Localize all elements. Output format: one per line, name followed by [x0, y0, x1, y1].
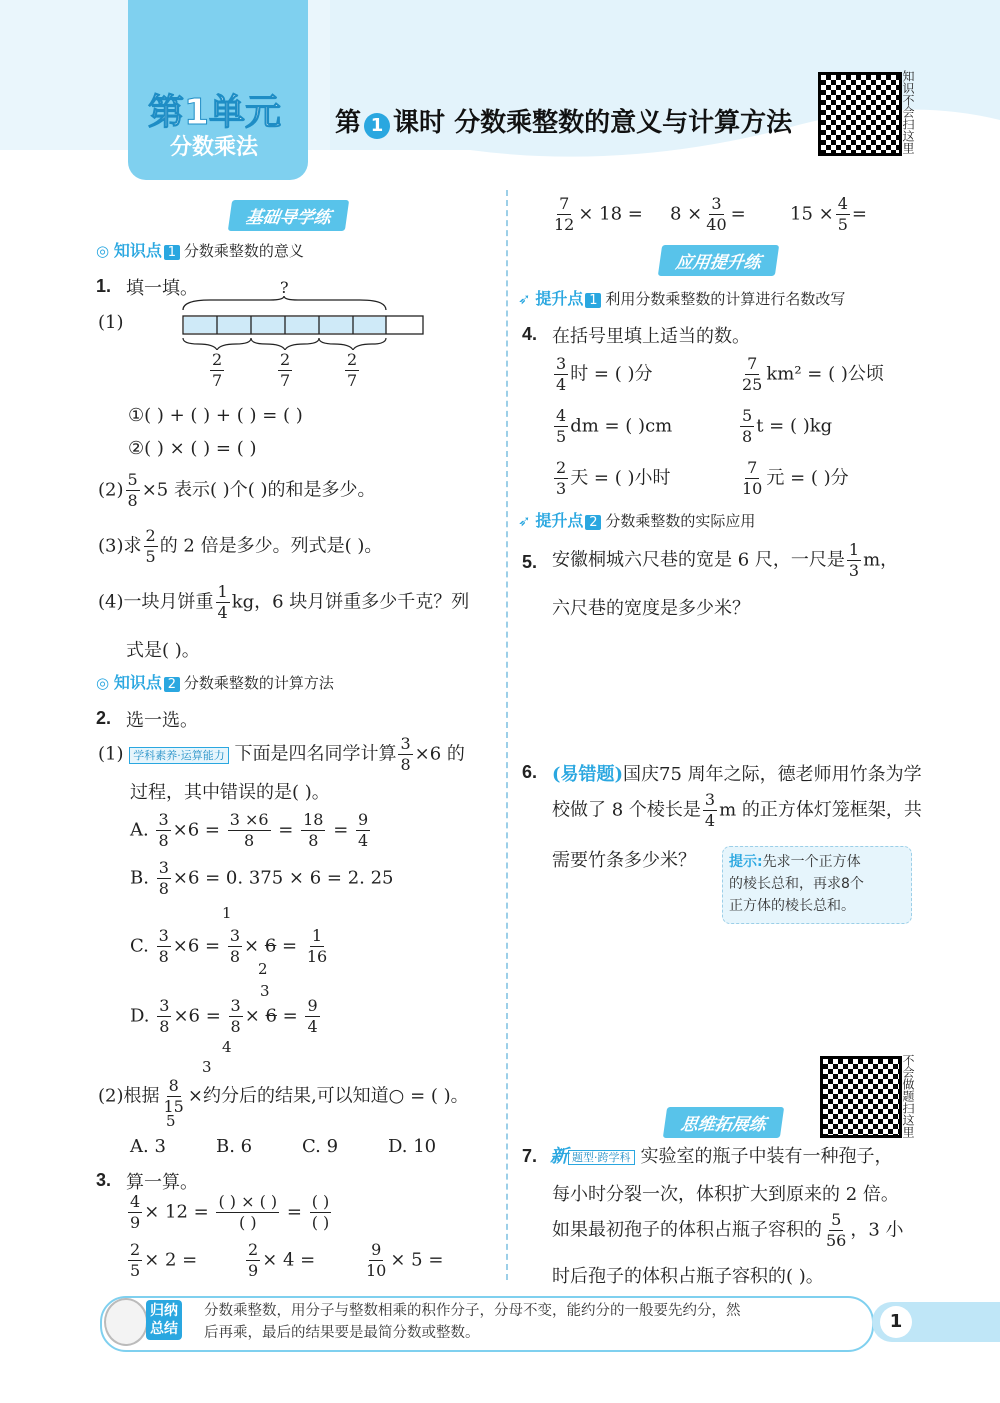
q2-option-d-small-3: 3 — [260, 982, 270, 1000]
q2-number: 2. — [96, 708, 112, 728]
q7-line4[interactable]: 时后孢子的体积占瓶子容积的( )。 — [552, 1266, 824, 1287]
q2-choices[interactable] — [130, 1136, 436, 1157]
knowledge-point-2 — [96, 670, 334, 693]
q2-part2-small-5: 5 — [166, 1112, 176, 1130]
q4-row-3[interactable]: $\frac{4}{5}$ dm = ( )cm — [556, 406, 673, 446]
q6-hint-box — [722, 846, 912, 924]
q3-title: 算一算。 — [126, 1172, 198, 1193]
q2-part2[interactable]: (2)根据 $\frac{8}{15}$ ×约分后的结果,可以知道○ = ( )。 — [98, 1076, 469, 1116]
target-icon: ◎ — [96, 674, 110, 692]
q3-right-item-1[interactable]: $\frac{7}{12}$ × 18 = — [554, 194, 643, 234]
lesson-title — [335, 102, 792, 139]
q2-part1: (1) 学科素养·运算能力 下面是四名同学计算 $\frac{3}{8}$ ×6 的 — [98, 734, 465, 774]
hint-text-2: 的棱长总和，再求8个 — [729, 876, 864, 892]
q7-badge-new: 新 — [550, 1146, 568, 1167]
q2-option-c[interactable]: C. $\frac{3}{8}$ ×6 = $\frac{3}{8}$ × 6 = $\frac{1}{16}$ — [130, 926, 328, 966]
tp-text: 分数乘整数的实际应用 — [605, 512, 756, 530]
q4-row-5[interactable]: $\frac{2}{3}$ 天 = ( )小时 — [556, 458, 671, 498]
kp-number: 2 — [164, 677, 180, 692]
q7-line3: 如果最初孢子的体积占瓶子容积的 $\frac{5}{56}$ ，3 小 — [552, 1210, 904, 1250]
summary-text: 分数乘整数，用分子与整数相乘的积作分子，分母不变，能约分的一般要先约分，然 后再乘，最后的结果要是最简分数或整数。 — [204, 1303, 741, 1341]
choice-a[interactable]: A. 3 — [130, 1136, 166, 1157]
q1-fraction-1: $\frac{2}{7}$ — [212, 350, 223, 390]
q3-right-item-2[interactable]: 8 × $\frac{3}{40}$ = — [670, 194, 746, 234]
tp-text: 利用分数乘整数的计算进行名数改写 — [605, 290, 846, 308]
q3-right-item-3[interactable]: 15 × $\frac{4}{5}$ = — [790, 194, 867, 234]
q1-line1[interactable]: ①( ) + ( ) + ( ) = ( ) — [128, 405, 303, 426]
tp-number: 2 — [585, 515, 601, 530]
q1-fraction-2: $\frac{2}{7}$ — [280, 350, 291, 390]
q7-badge-text: 题型·跨学科 — [568, 1150, 635, 1165]
knowledge-point-1 — [96, 238, 304, 261]
q7-number: 7. — [522, 1146, 538, 1166]
lesson-title-text: 课时 分数乘整数的意义与计算方法 — [393, 108, 793, 138]
qr-code-top[interactable] — [818, 72, 902, 156]
mascot-avatar — [104, 1298, 148, 1346]
q3-item-3[interactable]: $\frac{9}{10}$ × 5 = — [366, 1240, 444, 1280]
q3-number: 3. — [96, 1170, 112, 1190]
q5-line2: 六尺巷的宽度是多少米？ — [552, 598, 750, 619]
choice-c[interactable]: C. 9 — [302, 1136, 339, 1157]
q1-part3[interactable]: (3)求 $\frac{2}{5}$ 的 2 倍是多少。列式是( )。 — [98, 526, 383, 566]
q1-part4-line2[interactable]: 式是( )。 — [126, 640, 200, 661]
hint-label: 提示: — [729, 854, 763, 870]
q7-line2: 每小时分裂一次，体积扩大到原来的 2 倍。 — [552, 1184, 899, 1205]
q6-tag: (易错题) — [552, 764, 624, 785]
q3-row1[interactable]: $\frac{4}{9}$ × 12 = $\frac{( ) \times ( )}{( )}$ = $\frac{( )}{( )}$ — [130, 1192, 330, 1232]
improvement-point-2 — [518, 508, 755, 531]
q2-title: 选一选。 — [126, 710, 198, 731]
lesson-number-badge: 1 — [364, 113, 390, 139]
q1-question-mark: ? — [280, 278, 289, 297]
unit-subtitle: 分数乘法 — [170, 135, 259, 160]
section-extend-banner: 思维拓展练 — [663, 1107, 784, 1138]
section-apply-banner: 应用提升练 — [658, 245, 779, 276]
q4-number: 4. — [522, 324, 538, 344]
page-number: 1 — [880, 1306, 912, 1338]
q2-option-a[interactable]: A. $\frac{3}{8}$ ×6 = $\frac{3 \times 6}{8}$ = $\frac{18}{8}$ = $\frac{9}{4}$ — [130, 810, 369, 850]
q6-line3: 需要竹条多少米？ — [552, 850, 696, 871]
rocket-icon: ➶ — [518, 512, 531, 530]
choice-d[interactable]: D. 10 — [388, 1136, 437, 1157]
tp-tag: 提升点 — [535, 289, 584, 308]
q2-option-b[interactable]: B. $\frac{3}{8}$ ×6 = 0. 375 × 6 = 2. 25 — [130, 858, 394, 898]
q2-option-c-small-2: 2 — [258, 960, 268, 978]
summary-label: 归纳 总结 — [146, 1300, 182, 1340]
qr-bottom-caption: 不会做题扫这里 — [901, 1054, 915, 1138]
q4-row-6[interactable]: $\frac{7}{10}$ 元 = ( )分 — [742, 458, 849, 498]
q3-item-1[interactable]: $\frac{2}{5}$ × 2 = — [130, 1240, 198, 1280]
tp-tag: 提升点 — [535, 511, 584, 530]
unit-title: 第1单元 — [148, 92, 282, 133]
q2-option-c-small-1: 1 — [222, 904, 232, 922]
q6-line1: (易错题)国庆75 周年之际，德老师用竹条为学 — [552, 764, 922, 785]
q2-part2-small-3: 3 — [202, 1058, 212, 1076]
q2-badge: 学科素养·运算能力 — [129, 747, 229, 764]
q5-line1: 安徽桐城六尺巷的宽是 6 尺，一尺是 $\frac{1}{3}$ m， — [552, 540, 899, 580]
kp-number: 1 — [164, 245, 180, 260]
lesson-prefix: 第 — [335, 108, 362, 138]
q1-number: 1. — [96, 276, 112, 296]
kp-text: 分数乘整数的计算方法 — [183, 674, 334, 692]
q4-title: 在括号里填上适当的数。 — [552, 326, 750, 347]
column-divider — [506, 190, 508, 1280]
kp-tag: 知识点 — [113, 241, 162, 260]
q4-row-2[interactable]: $\frac{7}{25}$ km² = ( )公顷 — [742, 354, 884, 394]
tp-number: 1 — [585, 293, 601, 308]
section-basic-banner: 基础导学练 — [228, 200, 349, 231]
q4-row-1[interactable]: $\frac{3}{4}$ 时 = ( )分 — [556, 354, 653, 394]
qr-code-bottom[interactable] — [820, 1056, 902, 1138]
q5-number: 5. — [522, 552, 538, 572]
q1-bar-diagram — [180, 296, 430, 350]
hint-text-3: 正方体的棱长总和。 — [729, 898, 855, 914]
improvement-point-1 — [518, 286, 845, 309]
target-icon: ◎ — [96, 242, 110, 260]
q1-title: 填一填。 — [126, 278, 198, 299]
q3-item-2[interactable]: $\frac{2}{9}$ × 4 = — [248, 1240, 316, 1280]
q4-row-4[interactable]: $\frac{5}{8}$ t = ( )kg — [742, 406, 833, 446]
rocket-icon: ➶ — [518, 290, 531, 308]
qr-top-caption: 知识不会扫这里 — [901, 70, 915, 154]
q6-line2: 校做了 8 个棱长是 $\frac{3}{4}$ m 的正方体灯笼框架，共 — [552, 790, 922, 830]
q2-option-d[interactable]: D. $\frac{3}{8}$ ×6 = $\frac{3}{8}$ × 6 = $\frac{9}{4}$ — [130, 996, 318, 1036]
q2-part1-line2[interactable]: 过程，其中错误的是( )。 — [130, 782, 330, 803]
q6-number: 6. — [522, 762, 538, 782]
q7-line1: 新题型·跨学科 实验室的瓶子中装有一种孢子， — [550, 1146, 893, 1167]
kp-tag: 知识点 — [113, 673, 162, 692]
q1-line2[interactable]: ②( ) × ( ) = ( ) — [128, 438, 257, 459]
q1-part4[interactable]: (4)一块月饼重 $\frac{1}{4}$ kg，6 块月饼重多少千克？列 — [98, 582, 470, 622]
q1-fraction-3: $\frac{2}{7}$ — [347, 350, 358, 390]
choice-b[interactable]: B. 6 — [216, 1136, 253, 1157]
q1-part1-label: (1) — [98, 312, 124, 333]
hint-text-1: 先求一个正方体 — [762, 854, 861, 870]
q2-option-d-small-4: 4 — [222, 1038, 232, 1056]
kp-text: 分数乘整数的意义 — [183, 242, 304, 260]
q1-part2[interactable]: (2) $\frac{5}{8}$ ×5 表示( )个( )的和是多少。 — [98, 470, 376, 510]
